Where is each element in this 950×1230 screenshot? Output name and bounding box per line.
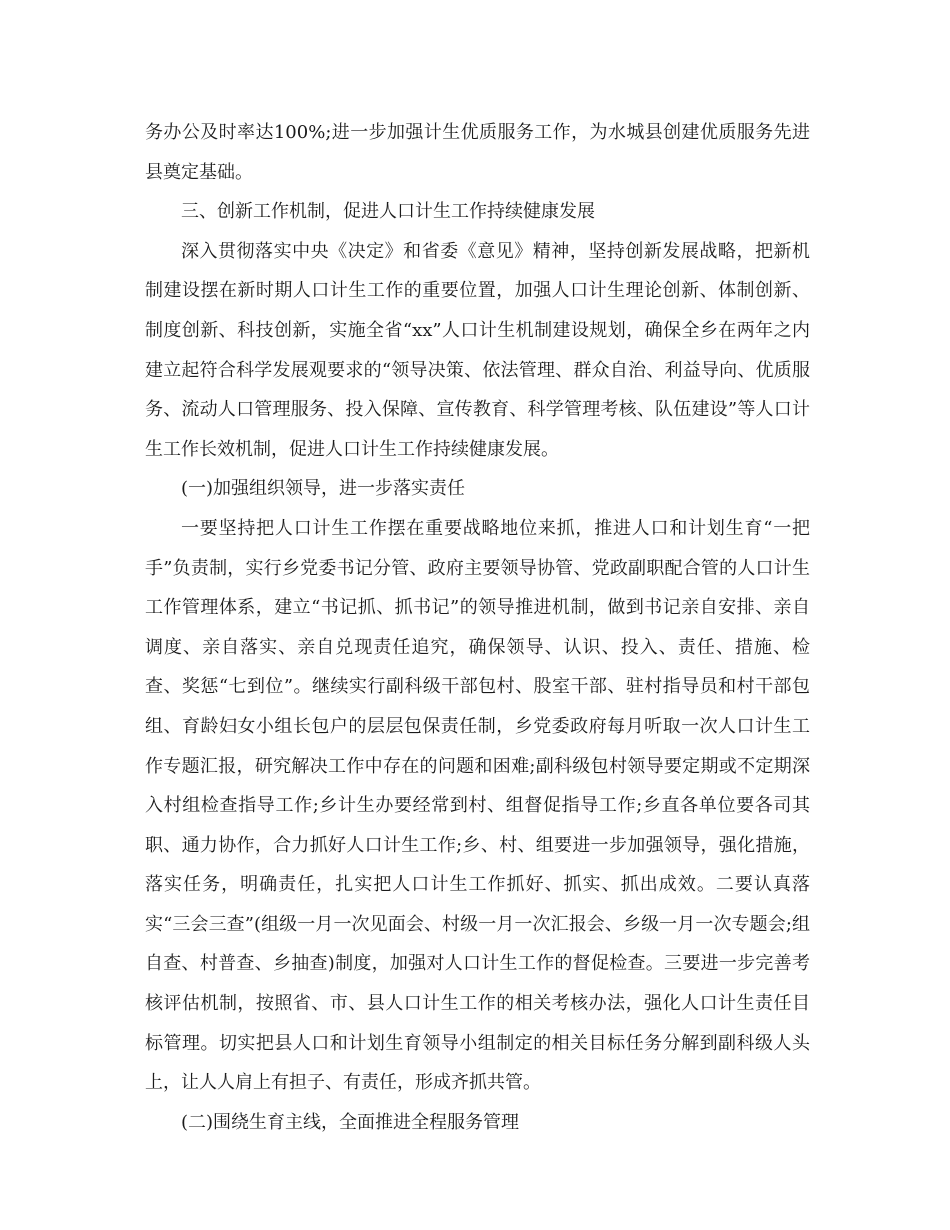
document-body <box>145 113 810 1142</box>
paragraph-organization-leadership: 一要坚持把人口计生工作摆在重要战略地位来抓，推进人口和计划生育“一把手”负责制，实行乡党委书记分管、政府主要领导协管、党政副职配合管的人口计生工作管理体系，建立“书记抓、抓书记”的领导推进机制，做到书记亲自安排、亲自调度、亲自落实、亲自兑现责任追究，确保领导、认识、投入、责任、措施、检查、奖惩“七到位”。继续实行副科级干部包村、股室干部、驻村指导员和村干部包组、育龄妇女小组长包户的层层包保责任制，乡党委政府每月听取一次人口计生工作专题汇报，研究解决工作中存在的问题和困难;副科级包村领导要定期或不定期深入村组检查指导工作;乡计生办要经常到村、组督促指导工作;乡直各单位要各司其职、通力协作，合力抓好人口计生工作;乡、村、组要进一步加强领导，强化措施，落实任务，明确责任，扎实把人口计生工作抓好、抓实、抓出成效。二要认真落实“三会三查”(组级一月一次见面会、村级一月一次汇报会、乡级一月一次专题会;组自查、村普查、乡抽查)制度，加强对人口计生工作的督促检查。三要进一步完善考核评估机制，按照省、市、县人口计生工作的相关考核办法，强化人口计生责任目标管理。切实把县人口和计划生育领导小组制定的相关目标任务分解到副科级人头上，让人人肩上有担子、有责任，形成齐抓共管。 <box>145 517 810 1094</box>
subsection-heading-1: (一)加强组织领导，进一步落实责任 <box>181 478 466 500</box>
section-heading-3: 三、创新工作机制，促进人口计生工作持续健康发展 <box>181 201 595 223</box>
subsection-heading-2: (二)围绕生育主线，全面推进全程服务管理 <box>181 1111 520 1133</box>
paragraph-continuation: 务办公及时率达100%;进一步加强计生优质服务工作，为水城县创建优质服务先进县奠定基础。 <box>145 122 810 183</box>
paragraph-mechanism-innovation: 深入贯彻落实中央《决定》和省委《意见》精神，坚持创新发展战略，把新机制建设摆在新时期人口计生工作的重要位置，加强人口计生理论创新、体制创新、制度创新、科技创新，实施全省“xx”人口计生机制建设规划，确保全乡在两年之内建立起符合科学发展观要求的“领导决策、依法管理、群众自治、利益导向、优质服务、流动人口管理服务、投入保障、宣传教育、科学管理考核、队伍建设”等人口计生工作长效机制，促进人口计生工作持续健康发展。 <box>145 240 810 460</box>
